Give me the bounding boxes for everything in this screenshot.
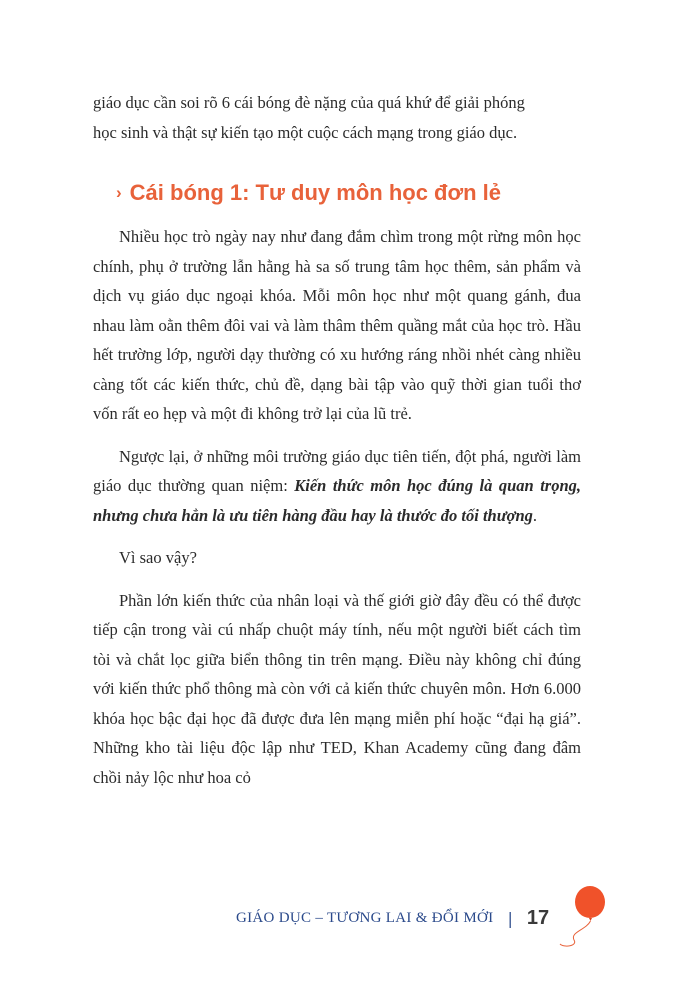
paragraph-4: Phần lớn kiến thức của nhân loại và thế giới giờ đây đều có thể được tiếp cận trong vài cú nhấp chuột máy tính, nếu một người biết cách tìm tòi và chắt lọc giữa biển thông tin trên mạng. Điều này không chỉ đúng với kiến thức phổ thông mà còn với cả kiến thức chuyên môn. Hơn 6.000 khóa học bậc đại học đã được đưa lên mạng miễn phí hoặc “đại hạ giá”. Những kho tài liệu độc lập như TED, Khan Academy cũng đang đâm chồi nảy lộc như hoa cỏ <box>93 590 581 787</box>
paragraph-2 <box>93 442 581 531</box>
section-heading-text: Cái bóng 1: Tư duy môn học đơn lẻ <box>129 180 502 205</box>
section-heading <box>116 180 501 206</box>
footer-separator: | <box>507 908 513 928</box>
body-text <box>93 222 581 792</box>
intro-line-2: học sinh và thật sự kiến tạo một cuộc cách mạng trong giáo dục. <box>93 122 518 142</box>
paragraph-1: Nhiều học trò ngày nay như đang đắm chìm trong một rừng môn học chính, phụ ở trường lẫn hằng hà sa số trung tâm học thêm, sản phẩm và dịch vụ giáo dục ngoại khóa. Mỗi môn học như một quang gánh, đua nhau làm oằn thêm đôi vai và làm thâm thêm quầng mắt của học trò. Hầu hết trường lớp, người dạy thường có xu hướng ráng nhồi nhét càng nhiều càng tốt các kiến thức, chủ đề, dạng bài tập vào quỹ thời gian tuổi thơ vốn rất eo hẹp và một đi không trở lại của lũ trẻ. <box>93 227 581 423</box>
footer-book-title: GIÁO DỤC – TƯƠNG LAI & ĐỔI MỚI <box>236 909 494 926</box>
paragraph-3: Vì sao vậy? <box>119 548 197 567</box>
chevron-right-icon: › <box>116 183 122 202</box>
paragraph-2-end: . <box>532 505 538 525</box>
paragraph-2-plain: Ngược lại, ở những môi trường giáo dục tiên tiến, đột phá, người làm giáo dục thường quan niệm: <box>93 446 581 495</box>
page-number: 17 <box>526 906 550 929</box>
balloon-icon <box>556 880 616 960</box>
paragraph-2-emphasis: Kiến thức môn học đúng là quan trọng, nhưng chưa hẳn là ưu tiên hàng đầu hay là thước đo tối thượng <box>93 476 582 525</box>
intro-text <box>93 88 581 147</box>
intro-line-1: giáo dục cần soi rõ 6 cái bóng đè nặng của quá khứ để giải phóng <box>93 93 525 112</box>
